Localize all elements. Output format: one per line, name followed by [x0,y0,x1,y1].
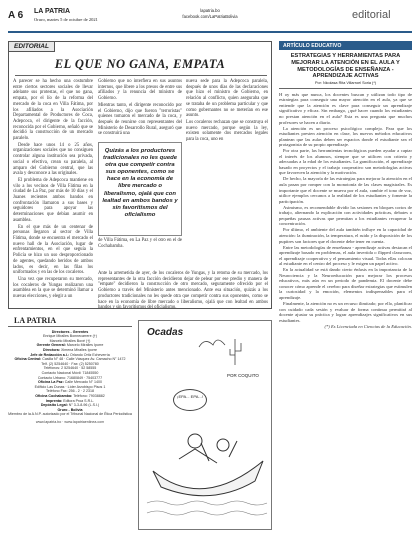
article-paragraph: Entre las metodologías de enseñanza - aprendizaje activas destacan el aprendizaje basado en problemas, el aula invertida o flipped classroom, el aprendizaje cooperativo y el pensamiento visual. Todas ellas colocan al estudiante en el centro del proceso y le exigen un papel activo. [279,244,412,267]
social-links [146,8,274,19]
editorial-paragraph: nueva sede para la Adepcoca paralela, después de unos días de las declaraciones que hizo el ministro de Gobierno, en relación al conflicto, quien aseguraba que se trataba de un problema particular y que como gobernantes no se meterían en ese asunto. [186,79,268,119]
editorial-paragraph: A parecer se ha hecho una costumbre entre ciertos sectores sociales de llevar adelante sus protestas, el que no gana, empata, por el lío de la reforma del mercado de la coca en Villa Fátima, por los afiliados a la Asociación Departamental de Productores de Coca, Adepcoca, el dirigente de la facción, reconocida por el Gobierno, señaló que se decidió la construcción de un mercado paralelo. [13,79,93,142]
article-paragraph: Por último, el ambiente del aula también influye en la capacidad de atención: la iluminación, la temperatura, el ruido y la disposición de los pupitres son factores que el docente debe tener en cuenta. [279,227,412,244]
masthead-line: Depósito Legal: N° 3-3-8-96 (L.S.I.) [40,403,100,408]
masthead-line: Oficina Central: Casilla N° 48 · Calle Vásquez Av. Camacho N° 1472 [14,357,126,362]
editorial-column-3 [186,79,268,144]
masthead-line: Directora: Ximena Miralles Iporre [43,347,97,352]
website-link[interactable]: lapatria.bo [200,8,220,13]
article-paragraph: Finalmente, la atención no es un recurso ilimitado; por ello, planificar con cuidado cada sesión y evaluar de forma continua permitirá al docente ajustar su práctica y lograr aprendizajes significativos en sus estudiantes. [279,301,412,323]
editorial-paragraph: de Villa Fátima, en La Paz y el otro en el de Cochabamba. [98,238,182,249]
masthead-divider [8,326,132,327]
cactus-icon [199,339,241,365]
editorial-article [8,41,272,309]
editorial-conclusion: Ante la arremetida de ayer, de los cocaleros de Yungas, y la retoma de su mercado, los representantes de la otra facción decidieron dejar de pelear por ese predio y manera de "empate" decidieron la construcción de otro mercado, seguramente ofrecido por el Gobierno a través del Ministerio antes mencionado. Ante esa situación, quizás a los productores tradicionales no les quede otra que competir contra sus oponentes, como se hace en la economía de libre mercado o liberalismo, ojalá que con lealtad en ambos bandos y sin favoritismos del oficialismo. [98,271,268,311]
page-number: A 6 [8,10,24,21]
masthead-lines [8,330,132,417]
wave-lines [147,501,267,515]
editorial-paragraph: Los cocaleros rechazan que se construya el nuevo mercado, porque según la ley, existen solamente dos mercados legales para la coca, uno en [186,119,268,143]
editorial-paragraph: Mientras tanto, el dirigente reconocido por el Gobierno, dijo que fueron "terroristas" quienes tomaron el mercado de la coca, y después de reunirse con representantes del Ministerio de Desarrollo Rural, aseguró que se construirá una [98,102,182,137]
masthead-line: Miembro de la A.N.P. autorizado por el Tribunal Nacional de Ética Periodística [8,412,132,417]
editorial-column-2 [98,79,182,138]
masthead-line: Enrique Miralles Bonnecarrere (†) [43,334,97,339]
masthead [8,316,132,532]
article-author-note: (*) Es Licenciada en Ciencias de la Educación. [324,323,412,329]
header-divider [8,31,412,33]
masthead-line: Oruro - Bolivia [57,407,83,412]
article-label: ARTÍCULO EDUCATIVO [279,41,412,50]
masthead-line: Teléfono Fax: 256 - 2 · 2 2318 [46,389,94,394]
masthead-line: Oficina Cochabamba: Teléfono: 79038882 [35,393,105,398]
article-paragraph: Asimismo, es recomendable dividir las sesiones en bloques cortos de trabajo, alternando la explicación con actividades prácticas, debates o pequeñas pausas activas que permitan a los estudiantes recuperar la concentración. [279,204,412,227]
cartoon-title: Ocadas [147,327,184,338]
pull-quote: Quizás a los productores tradicionales no les quede otra que competir contra sus oponentes, como se hace en la economía de libre mercado o liberalismo, ojalá que con lealtad en ambos bandos y sin favoritismos del oficialismo [98,142,182,236]
editorial-paragraph: Gobierno que no interfiera en sus asuntos internos, que libere a los presos de entre sus afiliados y la renuncia del ministro de Gobierno. [98,79,182,102]
section-name: editorial [352,9,391,21]
editorial-paragraph: En el que más de un centenar de personas llegaron al sector de Villa Fátima, donde se encuentra el mercado el nuevo hall de la Asociación, lugar de enfrentamientos, en el que seguía la Policía se hizo un uso desproporcionado de agentes, quedando heridos de ambos lados, es decir, en las filas los uniformados y en las de los cocaleros. [13,224,93,276]
article-paragraph: Por otra parte, las herramientas tecnológicas pueden ayudar a captar el interés de los alumnos, siempre que se utilicen con criterio y adecuadas a la edad de los estudiantes. La gamificación, el aprendizaje basado en proyectos y el trabajo cooperativo son metodologías activas que favorecen la atención y la motivación. [279,148,412,176]
masthead-line: Edificio Las Dunas · Líder Arzobispo Pisos 1 [34,384,106,389]
masthead-line: Imprenta: Editora Proa S.R.L. [45,398,95,403]
article-divider [279,88,412,89]
masthead-line: Marcelo Miralles Bové (†) [49,338,91,343]
masthead-title: LA PATRIA [14,316,57,325]
editorial-title: EL QUE NO GANA, EMPATA [54,57,226,71]
newspaper-name: LA PATRIA [34,8,71,15]
issue-date: Oruro, martes 5 de octubre de 2021 [34,17,98,22]
article-paragraph: En la actualidad se está dando cierto énfasis en la importancia de la Neurociencia y la Neuroeducación para mejorar los procesos educativos, más aún en un periodo de pandemia. El docente debe conocer cómo aprende el cerebro para diseñar estrategias que estimulen la curiosidad y la emoción, elementos indispensables para el aprendizaje. [279,267,412,300]
article-body [279,92,412,329]
masthead-line: Directores - Gerentes [51,329,89,334]
cartoon-drawing [139,321,273,531]
editorial-paragraph: Desde hace unos 14 o 25 años, organizaciones sociales que no consiguen controlar alguna institución sea privada, social o efectiva, crean su paralela, al amparo del Gobierno central, que las avala y desconoce a las originales. [13,142,93,177]
facebook-link[interactable]: facebook.com/LaPatriaBolivia [182,13,238,19]
masthead-line: Contacto Urbano: 71680849 · 75403777 [37,375,103,380]
masthead-line: Gerente General: Marcelo Miralles Iporre [36,343,104,348]
masthead-footer[interactable]: www.lapatria.bo · www.lapatriaenlinea.com [35,419,105,424]
editorial-paragraph: El problema de Adepcoca mantiene en vilo a los vecinos de Villa Fátima en la ciudad de La Paz, por más de 10 días y el Juanes recientes ambos bandos en confrontación llamaron a sus bases y seguidores para apoyar las determinaciones que debían asumir en asamblea. [13,177,93,223]
article-author: Por: Nicolasa Rita Villarroel Soria (*) [314,81,377,86]
cartoon-panel [138,320,272,530]
speech-bubble: ¡EPA... EPA...! [173,389,207,411]
masthead-line: Jefe de Redacción a.i.: Orlando Ortiz Echeverría [30,352,110,357]
article-paragraph: La atención es un proceso psicológico complejo. Para que los estudiantes presten atención en clase, los nuevos métodos educativos plantean que las aulas deben ser espacios donde el estudiante sea el protagonista de su propio aprendizaje. [279,125,412,148]
boat-icon [153,434,263,496]
article-paragraph: H oy más que nunca, los docentes buscan y utilizan todo tipo de estrategias para conseguir una mayor atención en el aula, ya que se entiende que la atención es clave para conseguir un aprendizaje significativo y eficaz. Sin embargo, ¿qué hacer cuando los estudiantes no prestan atención en el aula? Esta es una pregunta que muchos profesores se hacen a diario. [279,91,412,125]
educational-article [279,41,412,531]
masthead-line: Oficina La Paz: Calle Mercado N° 1400 [38,380,102,385]
article-paragraph: De hecho, la mayoría de las estrategias para mejorar la atención en el aula pasan por romper con la monotonía de las clases magistrales. Es importante que el docente se mueva por el aula, cambie el tono de voz, utilice ejemplos cercanos a la realidad de los estudiantes y fomente la participación. [279,176,412,204]
masthead-line: Contacto Nacional Móvil: 71845550 [41,370,99,375]
page-header [0,0,420,34]
article-title: ESTRATEGIAS Y HERRAMIENTAS PARA MEJORAR LA ATENCIÓN EN EL AULA Y METODOLOGÍAS DE ENSEÑANZA - APRENDIZAJE ACTIVAS [290,53,401,80]
masthead-line: Telf. (2) 5254640 · Fax: (2) 5250780 [41,361,99,366]
editorial-label: EDITORIAL [9,42,55,52]
editorial-title-divider [15,75,267,76]
cartoon-author: POR COQUITO [227,373,259,378]
editorial-paragraph: Una vez que recuperaron su mercado, los cocaleros de Yungas realizaron una asamblea en la que se determinó llamar a nuevas elecciones, y elegir a un [13,276,93,300]
editorial-column-1 [13,79,93,301]
masthead-line: Teléfonos: 2 5254640 · 52 58555 [43,366,97,371]
